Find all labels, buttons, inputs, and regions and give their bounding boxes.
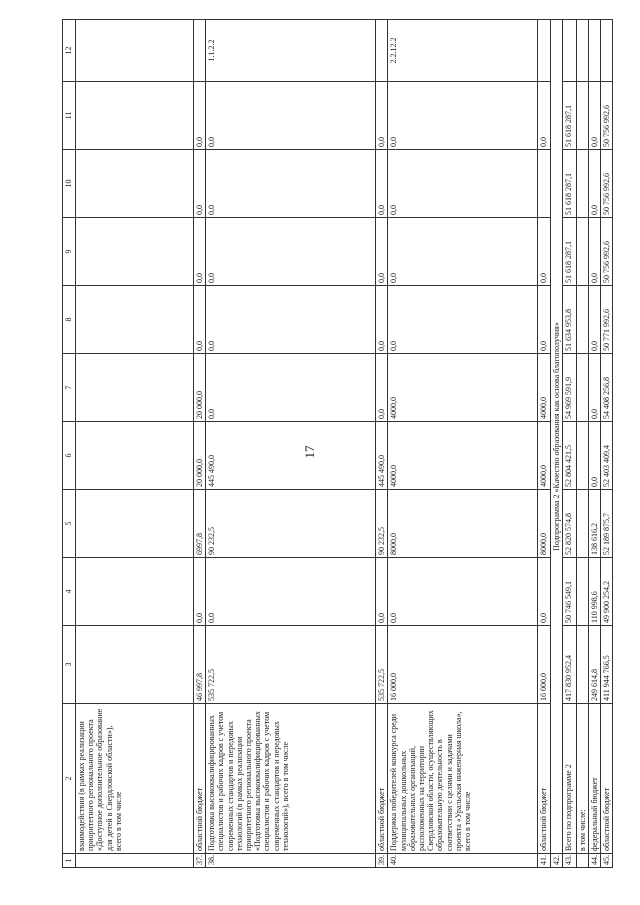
amount-cell: 0,0	[538, 558, 550, 626]
amount-cell: 4000,0	[538, 422, 550, 490]
row-name: Поддержка победителей конкурса среди муниципальных дошкольных образовательных организаций, расположенных на территории Свердловской области, осуществляющих образовательную деятельность в соответствии с целями и задачами проекта «Уральская инженерная школа», всего в том числе	[388, 704, 538, 854]
table-row	[601, 20, 613, 868]
task-number-cell	[588, 20, 600, 82]
amount-cell: 138 616,2	[588, 490, 600, 558]
amount-cell: 16 000,0	[538, 626, 550, 704]
row-number: 45.	[601, 854, 613, 868]
amount-cell	[76, 286, 194, 354]
row-name: Всего по подпрограмме 2	[562, 704, 576, 854]
table-row	[576, 20, 588, 868]
amount-cell: 0,0	[588, 422, 600, 490]
column-number: 10	[63, 150, 76, 218]
task-number-cell	[562, 20, 576, 82]
amount-cell: 16 000,0	[388, 626, 538, 704]
financing-table	[62, 19, 613, 868]
table-row	[538, 20, 550, 868]
task-number-cell	[576, 20, 588, 82]
task-number-cell	[76, 20, 194, 82]
amount-cell: 411 944 766,5	[601, 626, 613, 704]
amount-cell: 4000,0	[538, 354, 550, 422]
amount-cell: 8000,0	[388, 490, 538, 558]
column-number: 8	[63, 286, 76, 354]
section-row	[550, 20, 562, 868]
amount-cell	[576, 422, 588, 490]
task-number-cell	[601, 20, 613, 82]
task-number-cell: 1.1.2.2	[206, 20, 376, 82]
amount-cell: 0,0	[376, 82, 388, 150]
amount-cell: 445 490,0	[206, 422, 376, 490]
amount-cell: 20 000,0	[194, 354, 206, 422]
row-number: 42.	[550, 854, 562, 868]
column-number: 11	[63, 82, 76, 150]
column-number: 2	[63, 704, 76, 854]
column-number: 7	[63, 354, 76, 422]
amount-cell: 0,0	[388, 558, 538, 626]
amount-cell: 50 746 549,1	[562, 558, 576, 626]
column-number: 1	[63, 854, 76, 868]
amount-cell	[576, 218, 588, 286]
amount-cell	[76, 558, 194, 626]
amount-cell	[576, 558, 588, 626]
amount-cell: 54 408 256,8	[601, 354, 613, 422]
amount-cell: 0,0	[206, 354, 376, 422]
amount-cell	[576, 626, 588, 704]
row-name: областной бюджет	[376, 704, 388, 854]
amount-cell: 0,0	[588, 82, 600, 150]
row-number: 38.	[206, 854, 376, 868]
amount-cell: 54 969 591,9	[562, 354, 576, 422]
row-number	[576, 854, 588, 868]
amount-cell: 4000,0	[388, 354, 538, 422]
amount-cell: 50 756 992,6	[601, 150, 613, 218]
amount-cell	[76, 422, 194, 490]
amount-cell: 0,0	[194, 286, 206, 354]
amount-cell: 51 618 287,1	[562, 150, 576, 218]
table-row	[76, 20, 194, 868]
amount-cell	[76, 82, 194, 150]
amount-cell: 52 189 875,7	[601, 490, 613, 558]
amount-cell: 0,0	[588, 286, 600, 354]
task-number-cell	[376, 20, 388, 82]
column-number: 5	[63, 490, 76, 558]
section-title: Подпрограмма 2 «Качество образования как основа благополучия»	[550, 20, 562, 854]
amount-cell: 249 614,8	[588, 626, 600, 704]
table-frame	[62, 37, 612, 868]
amount-cell	[576, 286, 588, 354]
row-name: Подготовка высококвалифицированных специалистов и рабочих кадров с учетом современных стандартов и передовых технологий (в рамках реализации приоритетного регионального проекта «Подготовка высококвалифицированных специалистов и рабочих кадров с учетом современных стандартов и передовых технологий»), всего в том числе	[206, 704, 376, 854]
amount-cell: 0,0	[388, 150, 538, 218]
column-number: 9	[63, 218, 76, 286]
amount-cell: 535 722,5	[376, 626, 388, 704]
row-number	[76, 854, 194, 868]
amount-cell: 50 756 992,6	[601, 82, 613, 150]
amount-cell: 535 722,5	[206, 626, 376, 704]
amount-cell: 0,0	[206, 218, 376, 286]
row-number: 44.	[588, 854, 600, 868]
table-row	[206, 20, 376, 868]
row-name: областной бюджет	[601, 704, 613, 854]
amount-cell: 0,0	[194, 82, 206, 150]
table-row	[588, 20, 600, 868]
amount-cell	[538, 150, 550, 218]
amount-cell	[76, 626, 194, 704]
row-name: в том числе:	[576, 704, 588, 854]
amount-cell: 50 771 992,6	[601, 286, 613, 354]
row-number: 39.	[376, 854, 388, 868]
amount-cell: 0,0	[206, 558, 376, 626]
column-number-row	[63, 20, 76, 868]
amount-cell: 0,0	[194, 150, 206, 218]
amount-cell: 52 820 574,8	[562, 490, 576, 558]
table-row	[376, 20, 388, 868]
amount-cell: 0,0	[206, 286, 376, 354]
row-name: областной бюджет	[538, 704, 550, 854]
amount-cell: 49 900 254,2	[601, 558, 613, 626]
row-number: 43.	[562, 854, 576, 868]
amount-cell: 20 000,0	[194, 422, 206, 490]
amount-cell	[76, 218, 194, 286]
amount-cell: 0,0	[538, 82, 550, 150]
amount-cell: 0,0	[388, 82, 538, 150]
page-number: 17	[302, 445, 317, 459]
amount-cell: 51 618 287,1	[562, 82, 576, 150]
row-number: 41.	[538, 854, 550, 868]
amount-cell: 0,0	[588, 218, 600, 286]
amount-cell: 0,0	[588, 354, 600, 422]
amount-cell	[76, 354, 194, 422]
amount-cell: 0,0	[194, 558, 206, 626]
amount-cell: 0,0	[376, 218, 388, 286]
amount-cell: 90 232,5	[206, 490, 376, 558]
amount-cell	[76, 150, 194, 218]
amount-cell: 90 232,5	[376, 490, 388, 558]
amount-cell: 51 618 287,1	[562, 218, 576, 286]
task-number-cell	[538, 20, 550, 82]
column-number: 6	[63, 422, 76, 490]
amount-cell: 0,0	[538, 218, 550, 286]
amount-cell: 4000,0	[388, 422, 538, 490]
row-name: взаимодействия (в рамках реализации приоритетного регионального проекта «Доступное дополнительное образование для детей в Свердловской области»), всего в том числе	[76, 704, 194, 854]
rotated-page-content	[62, 37, 612, 868]
column-number: 4	[63, 558, 76, 626]
amount-cell	[576, 82, 588, 150]
amount-cell: 110 998,6	[588, 558, 600, 626]
amount-cell: 0,0	[206, 150, 376, 218]
amount-cell: 52 403 409,4	[601, 422, 613, 490]
amount-cell: 52 804 421,5	[562, 422, 576, 490]
amount-cell	[576, 490, 588, 558]
amount-cell: 51 634 953,8	[562, 286, 576, 354]
amount-cell: 0,0	[376, 286, 388, 354]
amount-cell	[76, 490, 194, 558]
amount-cell: 50 756 992,6	[601, 218, 613, 286]
column-number: 12	[63, 20, 76, 82]
amount-cell: 8000,0	[538, 490, 550, 558]
amount-cell: 0,0	[388, 286, 538, 354]
row-number: 40.	[388, 854, 538, 868]
amount-cell: 0,0	[376, 150, 388, 218]
row-number: 37.	[194, 854, 206, 868]
amount-cell: 46 997,8	[194, 626, 206, 704]
row-name: федеральный бюджет	[588, 704, 600, 854]
amount-cell: 0,0	[538, 286, 550, 354]
amount-cell: 0,0	[588, 150, 600, 218]
column-number: 3	[63, 626, 76, 704]
amount-cell: 6997,8	[194, 490, 206, 558]
row-name: областной бюджет	[194, 704, 206, 854]
amount-cell: 0,0	[388, 218, 538, 286]
amount-cell: 0,0	[206, 82, 376, 150]
task-number-cell: 2.2.12.2	[388, 20, 538, 82]
amount-cell	[576, 354, 588, 422]
amount-cell: 0,0	[376, 558, 388, 626]
table-row	[194, 20, 206, 868]
table-row	[562, 20, 576, 868]
table-row	[388, 20, 538, 868]
amount-cell: 0,0	[376, 354, 388, 422]
amount-cell: 0,0	[194, 218, 206, 286]
amount-cell: 445 490,0	[376, 422, 388, 490]
task-number-cell	[194, 20, 206, 82]
amount-cell	[576, 150, 588, 218]
amount-cell: 417 830 952,4	[562, 626, 576, 704]
